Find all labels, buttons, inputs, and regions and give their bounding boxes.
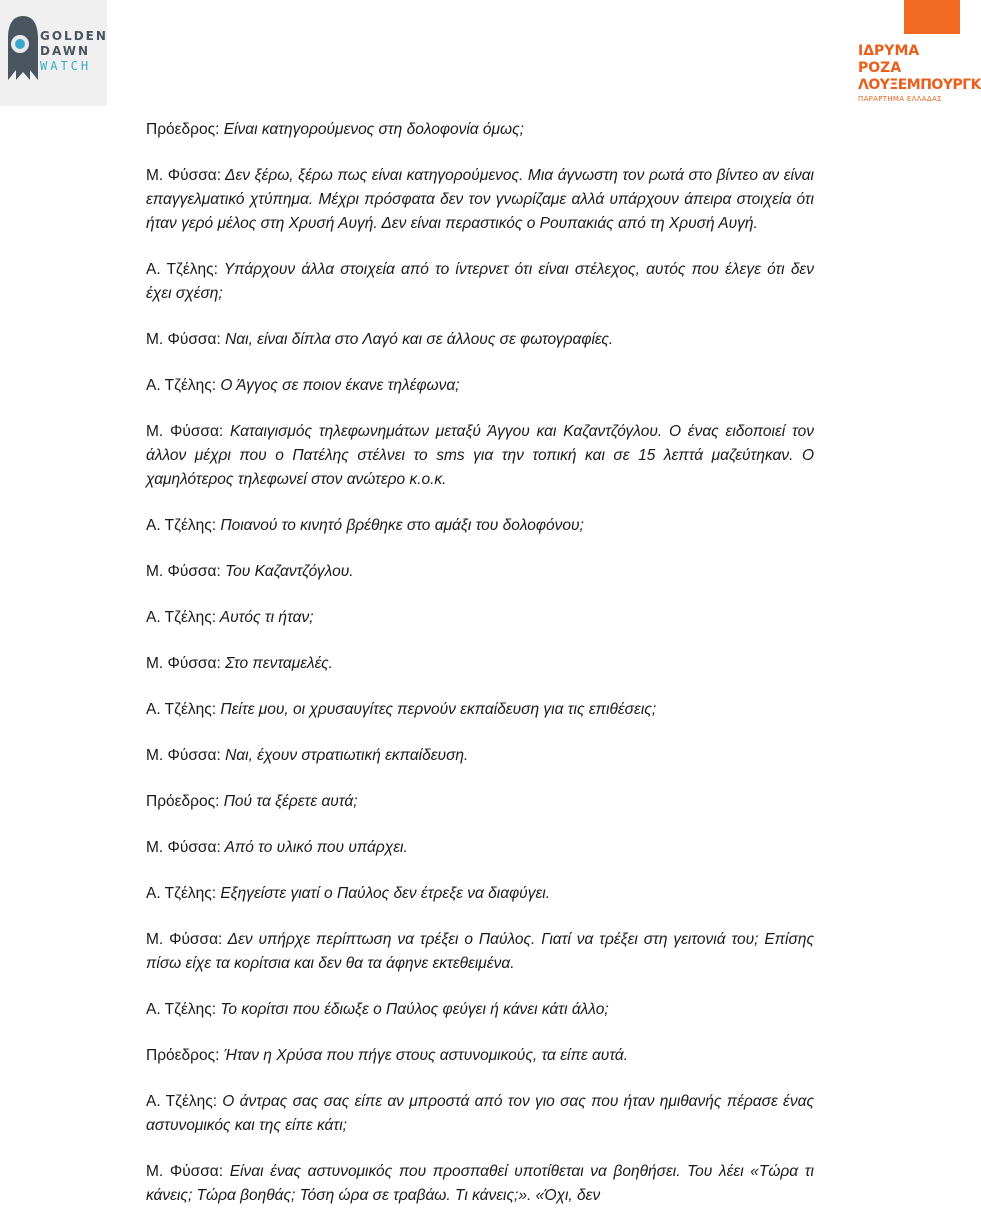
speaker-label: Α. Τζέλης:	[146, 261, 218, 278]
speech-text: Δεν υπήρχε περίπτωση να τρέξει ο Παύλος. Γιατί να τρέξει στη γειτονιά του; Επίσης πίσω είχε τα κορίτσια και δεν θα τα άφηνε εκτεθειμένα.	[146, 931, 814, 972]
speech-text: Υπάρχουν άλλα στοιχεία από το ίντερνετ ότι είναι στέλεχος, αυτός που έλεγε ότι δεν έχει σχέση;	[146, 261, 814, 302]
speaker-label: Μ. Φύσσα:	[146, 1163, 224, 1180]
speech-text: Το κορίτσι που έδιωξε ο Παύλος φεύγει ή κάνει κάτι άλλο;	[216, 1001, 609, 1018]
speaker-label: Μ. Φύσσα:	[146, 423, 224, 440]
logo-left-line-3: WATCH	[40, 59, 92, 73]
speech-text: Πού τα ξέρετε αυτά;	[219, 793, 358, 810]
speaker-label: Μ. Φύσσα:	[146, 331, 221, 348]
logo-left-line-1: GOLDEN	[40, 29, 108, 43]
transcript-paragraph	[146, 118, 814, 142]
speech-text: Ναι, έχουν στρατιωτική εκπαίδευση.	[220, 747, 469, 764]
speaker-label: Μ. Φύσσα:	[146, 747, 221, 764]
speaker-label: Μ. Φύσσα:	[146, 931, 223, 948]
logo-right-line-3: ΛΟΥΞΕΜΠΟΥΡΓΚ	[858, 77, 981, 93]
speaker-label: Πρόεδρος:	[146, 121, 220, 138]
transcript-paragraph	[146, 560, 814, 584]
hooded-figure-icon	[6, 14, 40, 86]
speech-text: Πείτε μου, οι χρυσαυγίτες περνούν εκπαίδευση για τις επιθέσεις;	[216, 701, 657, 718]
transcript-paragraph	[146, 882, 814, 906]
transcript-paragraph	[146, 1090, 814, 1138]
logo-right-line-4: ΠΑΡΑΡΤΗΜΑ ΕΛΛΑΔΑΣ	[858, 95, 942, 103]
transcript-paragraph	[146, 998, 814, 1022]
transcript-paragraph	[146, 1160, 814, 1208]
speaker-label: Α. Τζέλης:	[146, 885, 217, 902]
speech-text: Ο άντρας σας σας είπε αν μπροστά από τον γιο σας που ήταν ημιθανής πέρασε ένας αστυνομικός και της είπε κάτι;	[146, 1093, 814, 1134]
speaker-label: Πρόεδρος:	[146, 1047, 220, 1064]
speaker-label: Μ. Φύσσα:	[146, 167, 222, 184]
speech-text: Εξηγείστε γιατί ο Παύλος δεν έτρεξε να διαφύγει.	[216, 885, 551, 902]
speaker-label: Πρόεδρος:	[146, 793, 220, 810]
speech-text: Δεν ξέρω, ξέρω πως είναι κατηγορούμενος. Μια άγνωστη τον ρωτά στο βίντεο αν είναι επαγγελματικό χτύπημα. Μέχρι πρόσφατα δεν τον γνωρίζαμε αλλά υπάρχουν άπειρα στοιχεία ότι ήταν γερό μέλος στη Χρυσή Αυγή. Δεν είναι περαστικός ο Ρουπακιάς από τη Χρυσή Αυγή.	[146, 167, 814, 232]
transcript-paragraph	[146, 420, 814, 492]
transcript-paragraph	[146, 258, 814, 306]
speech-text: Ο Άγγος σε ποιον έκανε τηλέφωνα;	[216, 377, 460, 394]
speaker-label: Μ. Φύσσα:	[146, 839, 221, 856]
speech-text: Ήταν η Χρύσα που πήγε στους αστυνομικούς, τα είπε αυτά.	[219, 1047, 629, 1064]
speech-text: Αυτός τι ήταν;	[216, 609, 314, 626]
transcript-paragraph	[146, 790, 814, 814]
speaker-label: Α. Τζέλης:	[146, 1093, 218, 1110]
transcript-paragraph	[146, 606, 814, 630]
transcript-paragraph	[146, 652, 814, 676]
golden-dawn-watch-logo	[0, 0, 107, 106]
speaker-label: Α. Τζέλης:	[146, 377, 217, 394]
speaker-label: Α. Τζέλης:	[146, 1001, 217, 1018]
rosa-luxemburg-foundation-logo	[854, 0, 981, 108]
transcript-paragraph	[146, 928, 814, 976]
transcript-paragraph	[146, 698, 814, 722]
transcript-paragraph	[146, 1044, 814, 1068]
logo-right-line-2: ΡΟΖΑ	[858, 60, 902, 76]
speaker-label: Μ. Φύσσα:	[146, 655, 221, 672]
speech-text: Ναι, είναι δίπλα στο Λαγό και σε άλλους σε φωτογραφίες.	[220, 331, 614, 348]
transcript-paragraph	[146, 514, 814, 538]
logo-left-line-2: DAWN	[40, 44, 90, 58]
transcript-paragraph	[146, 374, 814, 398]
speech-text: Στο πενταμελές.	[220, 655, 333, 672]
speaker-label: Μ. Φύσσα:	[146, 563, 221, 580]
transcript-paragraph	[146, 328, 814, 352]
speaker-label: Α. Τζέλης:	[146, 609, 217, 626]
transcript-paragraph	[146, 744, 814, 768]
transcript-paragraph	[146, 164, 814, 236]
speech-text: Είναι ένας αστυνομικός που προσπαθεί υποτίθεται να βοηθήσει. Του λέει «Τώρα τι κάνεις; Τώρα βοηθάς; Τόση ώρα σε τραβάω. Τι κάνεις;». «Όχι, δεν	[146, 1163, 814, 1204]
speech-text: Ποιανού το κινητό βρέθηκε στο αμάξι του δολοφόνου;	[216, 517, 584, 534]
logo-right-line-1: ΙΔΡΥΜΑ	[858, 43, 920, 59]
transcript-body	[146, 118, 814, 1230]
speaker-label: Α. Τζέλης:	[146, 701, 217, 718]
transcript-paragraph	[146, 836, 814, 860]
speech-text: Από το υλικό που υπάρχει.	[220, 839, 408, 856]
speech-text: Του Καζαντζόγλου.	[220, 563, 354, 580]
logo-orange-block	[904, 0, 960, 34]
speaker-label: Α. Τζέλης:	[146, 517, 217, 534]
speech-text: Είναι κατηγορούμενος στη δολοφονία όμως;	[219, 121, 524, 138]
speech-text: Καταιγισμός τηλεφωνημάτων μεταξύ Άγγου και Καζαντζόγλου. Ο ένας ειδοποιεί τον άλλον μέχρι που ο Πατέλης στέλνει το sms για την τοπική και σε 15 λεπτά μαζεύτηκαν. Ο χαμηλότερος τηλεφωνεί στον ανώτερο κ.ο.κ.	[146, 423, 814, 488]
